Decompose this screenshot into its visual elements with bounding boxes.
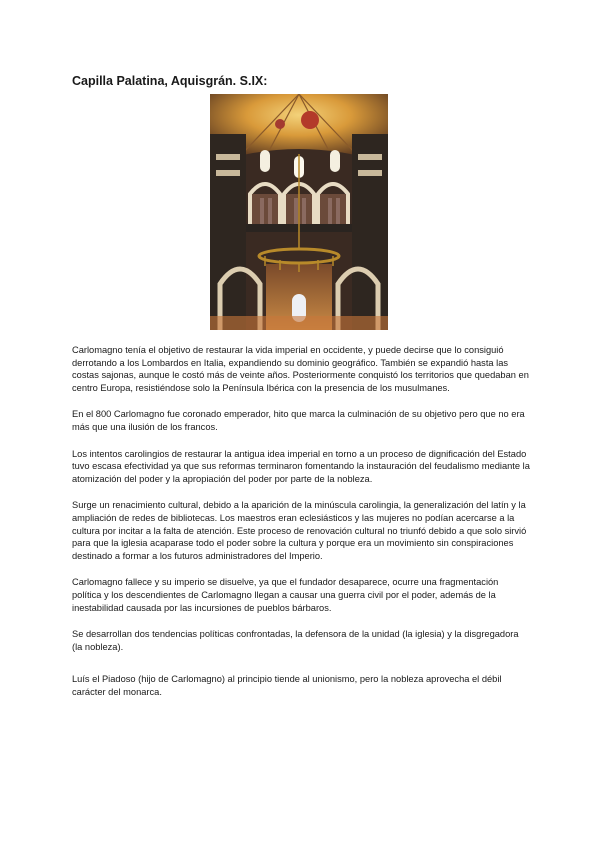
paragraph: Surge un renacimiento cultural, debido a la aparición de la minúscula carolingia, la generalización del latín y la ampliación de redes de bibliotecas. Los maestros eran eclesiásticos y las mujeres no podían acercarse a la cultura por incitar a la falta de atención. Este proceso de renovación cultural no triunfó debido a que solo sirvió para que la iglesia acaparase todo el poder sobre la cultura y porque era un movimiento sin conspiraciones destinado a formar a los futuros administradores del Imperio. — [72, 500, 527, 561]
document-body — [72, 344, 530, 712]
paragraph: Los intentos carolingios de restaurar la antigua idea imperial en torno a un proceso de dignificación del Estado tuvo escasa efectividad ya que sus reformas terminaron fomentando la instauración del feudalismo mediante la atomización del poder y la apropiación del poder por parte de la nobleza. — [72, 448, 530, 484]
chapel-photo — [210, 94, 388, 330]
document-title: Capilla Palatina, Aquisgrán. S.IX: — [72, 74, 268, 88]
paragraph: Se desarrollan dos tendencias políticas confrontadas, la defensora de la unidad (la iglesia) y la disgregadora (la nobleza). — [72, 629, 519, 652]
paragraph: Carlomagno fallece y su imperio se disuelve, ya que el fundador desaparece, ocurre una fragmentación política y los descendientes de Carlomagno llegan a causar una guerra civil por el poder, además de la inestabilidad causada por las incursiones de pueblos bárbaros. — [72, 577, 499, 613]
paragraph: Luís el Piadoso (hijo de Carlomagno) al principio tiende al unionismo, pero la nobleza aprovecha el débil carácter del monarca. — [72, 674, 502, 697]
paragraph: En el 800 Carlomagno fue coronado emperador, hito que marca la culminación de su objetivo pero que no era más que una ilusión de los francos. — [72, 409, 525, 432]
paragraph: Carlomagno tenía el objetivo de restaurar la vida imperial en occidente, y puede decirse que lo consiguió derrotando a los Lombardos en Italia, expandiendo su dominio geográfico. También se expandió hasta las costas sajonas, aunque le costó más de veinte años. Posteriormente conquistó los territorios que quedaban en centro Europa, resistiéndose solo la Península Ibérica con la presencia de los musulmanes. — [72, 345, 529, 393]
